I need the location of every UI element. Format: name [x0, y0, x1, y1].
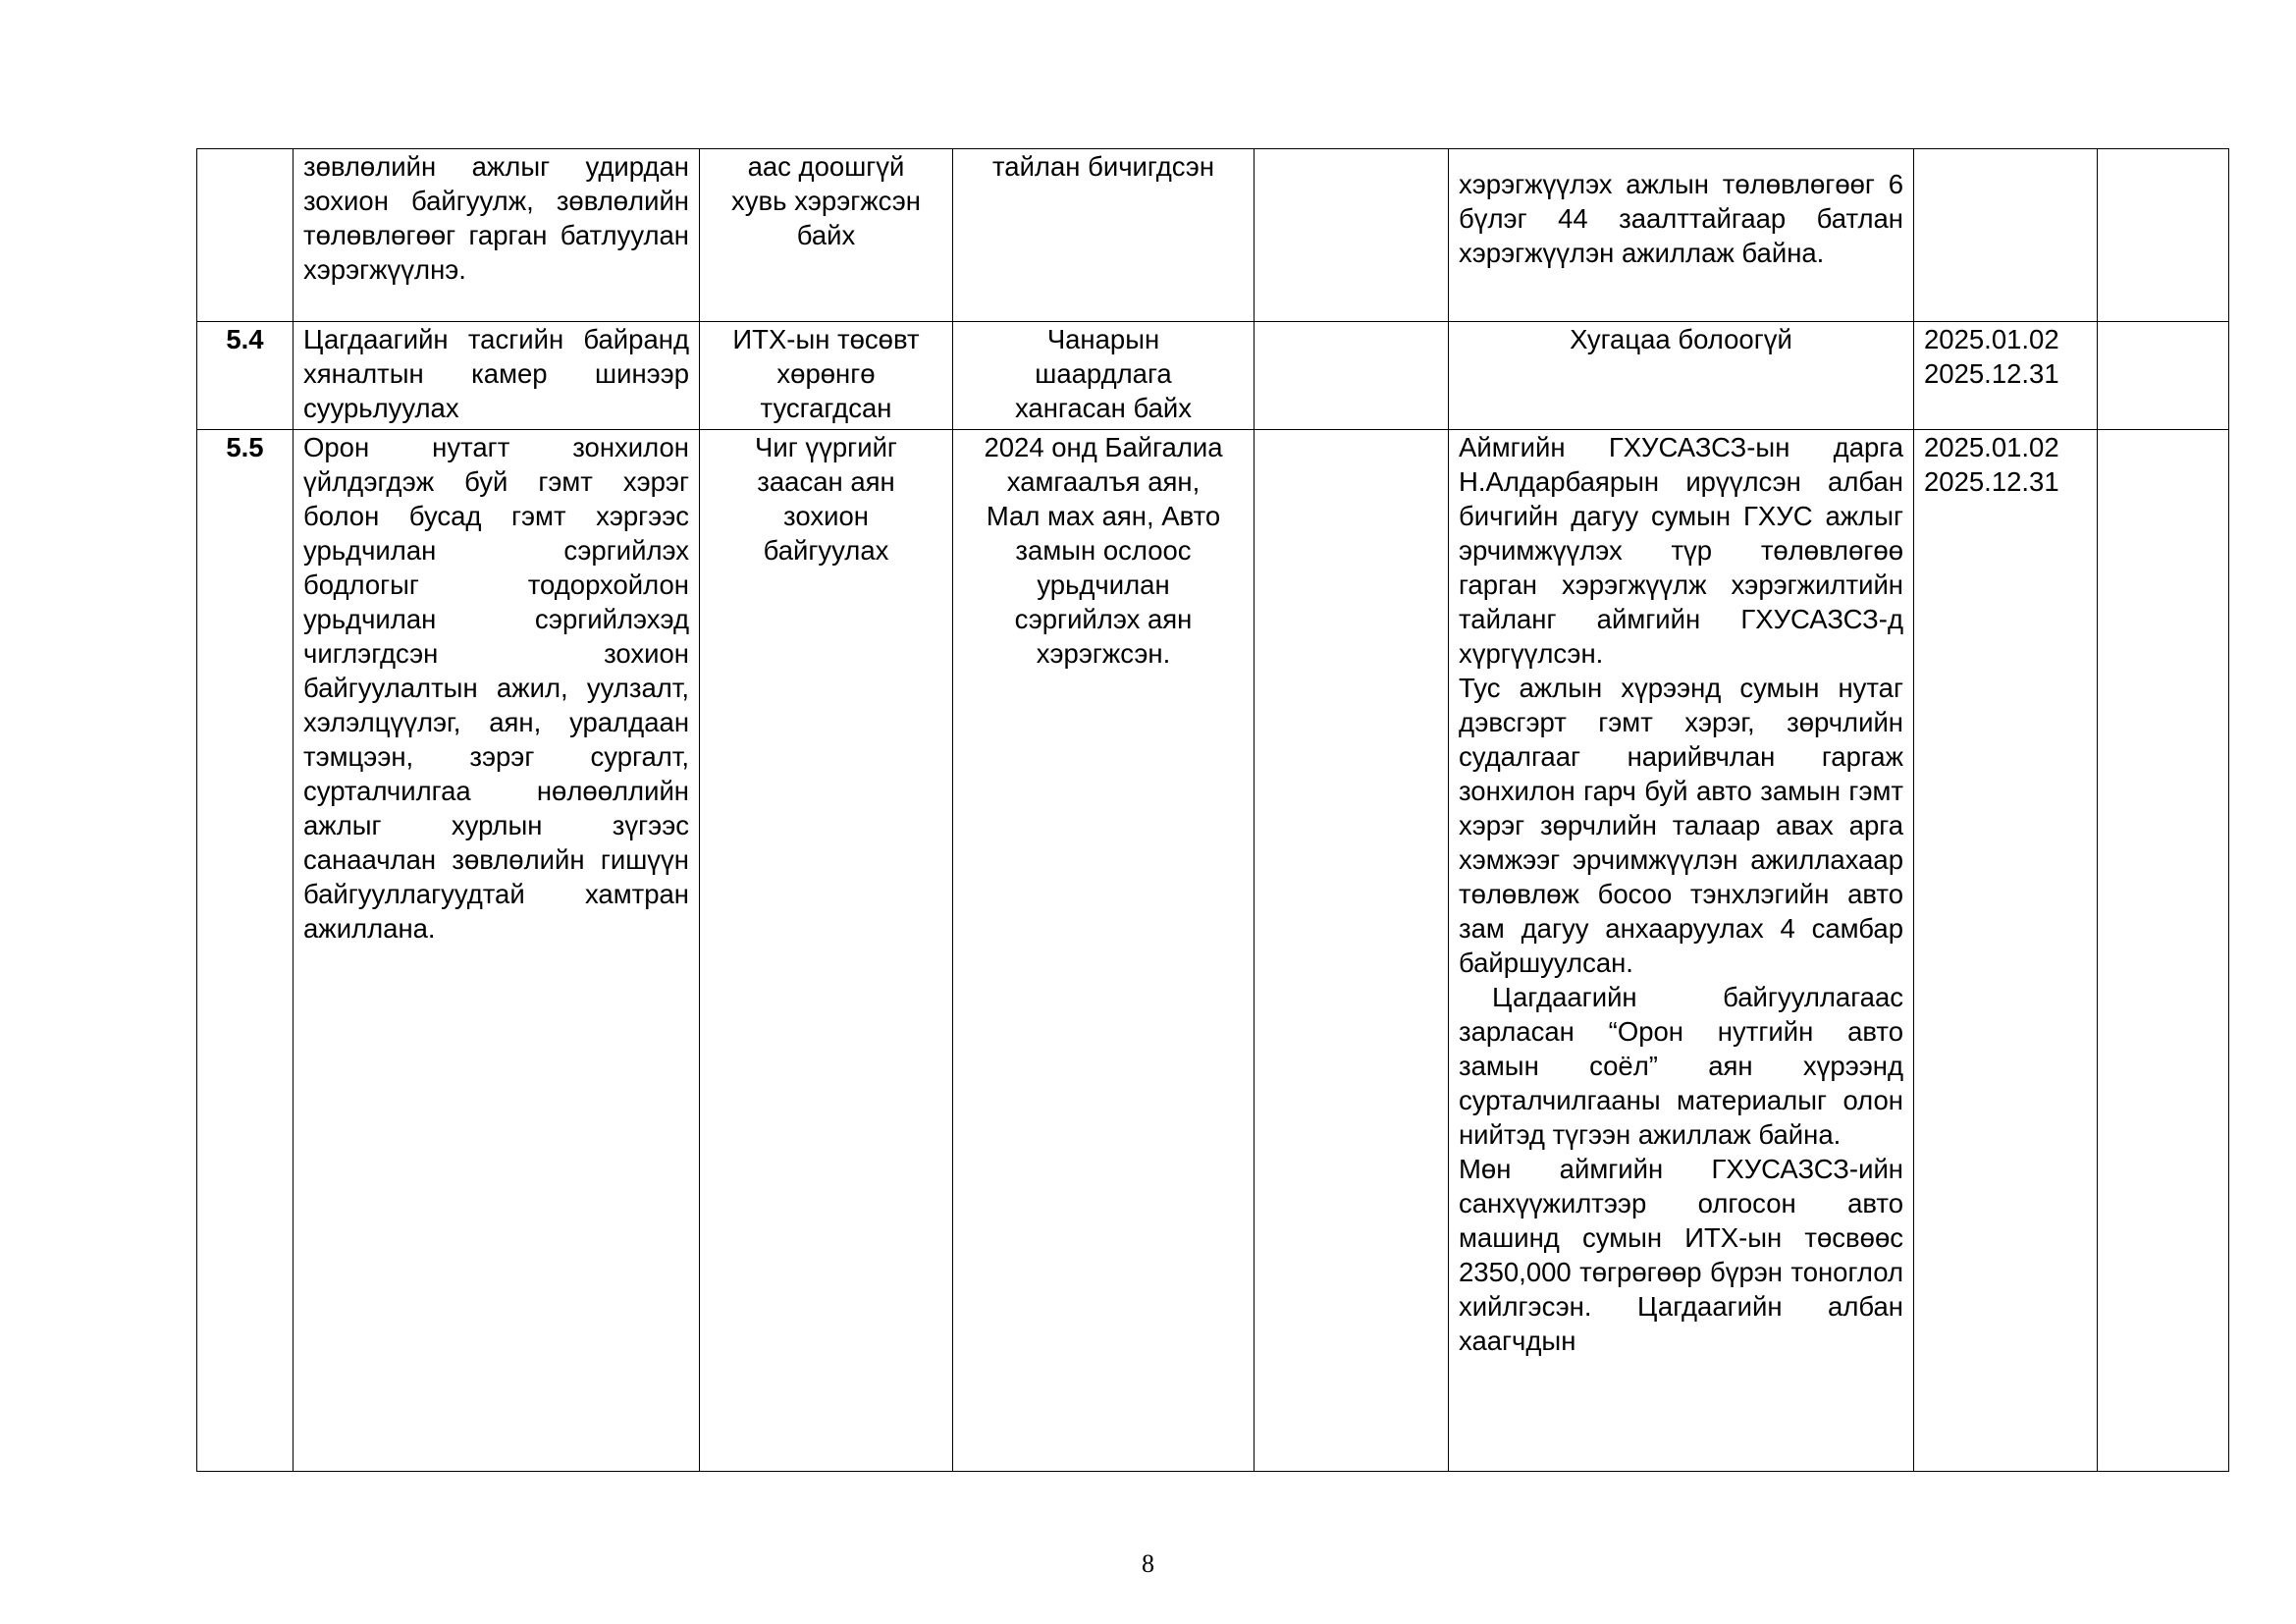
dates-cell: [1914, 149, 2098, 322]
funding-cell: аас доошгүй хувь хэрэгжсэн байх: [700, 149, 953, 322]
empty-cell: [2098, 149, 2229, 322]
empty-cell: [1255, 149, 1449, 322]
activity-cell: зөвлөлийн ажлыг удирдан зохион байгуулж, зөвлөлийн төлөвлөгөөг гарган батлуулан хэрэгжүүлнэ.: [294, 149, 700, 322]
progress-paragraph: Цагдаагийн байгууллагаас зарласан “Орон нутгийн авто замын соёл” аян хүрээнд сурталчилгааны материалыг олон нийтэд түгээн ажиллаж байна.: [1459, 982, 1903, 1150]
empty-cell: [1255, 430, 1449, 1472]
criteria-cell: 2024 онд Байгалиа хамгаалъя аян, Мал мах аян, Авто замын ослоос урьдчилан сэргийлэх аян хэрэгжсэн.: [953, 430, 1255, 1472]
criteria-cell: тайлан бичигдсэн: [953, 149, 1255, 322]
progress-cell: [1449, 149, 1914, 322]
row-number-cell: 5.4: [197, 322, 294, 430]
progress-paragraph: Хугацаа болоогүй: [1570, 324, 1792, 354]
progress-cell: [1449, 322, 1914, 430]
progress-paragraph: Аймгийн ГХУСАЗСЗ-ын дарга Н.Алдарбаярын ирүүлсэн албан бичгийн дагуу сумын ГХУС ажлыг эрчимжүүлэх түр төлөвлөгөө гарган хэрэгжүүлж хэрэгжилтийн тайланг аймгийн ГХУСАЗСЗ-д хүргүүлсэн.: [1459, 432, 1903, 669]
empty-cell: [2098, 322, 2229, 430]
row-number-cell: 5.5: [197, 430, 294, 1472]
action-plan-table: [196, 148, 2229, 1472]
activity-cell: Цагдаагийн тасгийн байранд хяналтын камер шинээр суурьлуулах: [294, 322, 700, 430]
table-row: [197, 430, 2229, 1472]
funding-cell: ИТХ-ын төсөвт хөрөнгө тусгагдсан: [700, 322, 953, 430]
page-number: 8: [1142, 1549, 1154, 1578]
row-number-cell: [197, 149, 294, 322]
table-row: [197, 322, 2229, 430]
empty-cell: [1255, 322, 1449, 430]
progress-paragraph: Мөн аймгийн ГХУСАЗСЗ-ийн санхүүжилтээр олгосон авто машинд сумын ИТХ-ын төсвөөс 2350,000 төгрөгөөр бүрэн тоноглол хийлгэсэн. Цагдаагийн албан хаагчдын: [1459, 1154, 1903, 1356]
progress-paragraph: Тус ажлын хүрээнд сумын нутаг дэвсгэрт гэмт хэрэг, зөрчлийн судалгааг нарийвчлан гаргаж зонхилон гарч буй авто замын гэмт хэрэг зөрчлийн талаар авах арга хэмжээг эрчимжүүлэн ажиллахаар төлөвлөж босоо тэнхлэгийн авто зам дагуу анхааруулах 4 самбар байршуулсан.: [1459, 673, 1903, 978]
empty-cell: [2098, 430, 2229, 1472]
activity-cell: Орон нутагт зонхилон үйлдэгдэж буй гэмт хэрэг болон бусад гэмт хэргээс урьдчилан сэргийлэх бодлогыг тодорхойлон урьдчилан сэргийлэхэд чиглэгдсэн зохион байгуулалтын ажил, уулзалт, хэлэлцүүлэг, аян, уралдаан тэмцээн, зэрэг сургалт, сурталчилгаа нөлөөллийн ажлыг хурлын зүгээс санаачлан зөвлөлийн гишүүн байгууллагуудтай хамтран ажиллана.: [294, 430, 700, 1472]
progress-cell: [1449, 430, 1914, 1472]
table-row: [197, 149, 2229, 322]
progress-paragraph: хэрэгжүүлэх ажлын төлөвлөгөөг 6 бүлэг 44 заалттайгаар батлан хэрэгжүүлэн ажиллаж байна.: [1459, 169, 1903, 268]
dates-cell: 2025.01.02 2025.12.31: [1914, 322, 2098, 430]
dates-cell: 2025.01.02 2025.12.31: [1914, 430, 2098, 1472]
criteria-cell: Чанарын шаардлага хангасан байх: [953, 322, 1255, 430]
funding-cell: Чиг үүргийг заасан аян зохион байгуулах: [700, 430, 953, 1472]
